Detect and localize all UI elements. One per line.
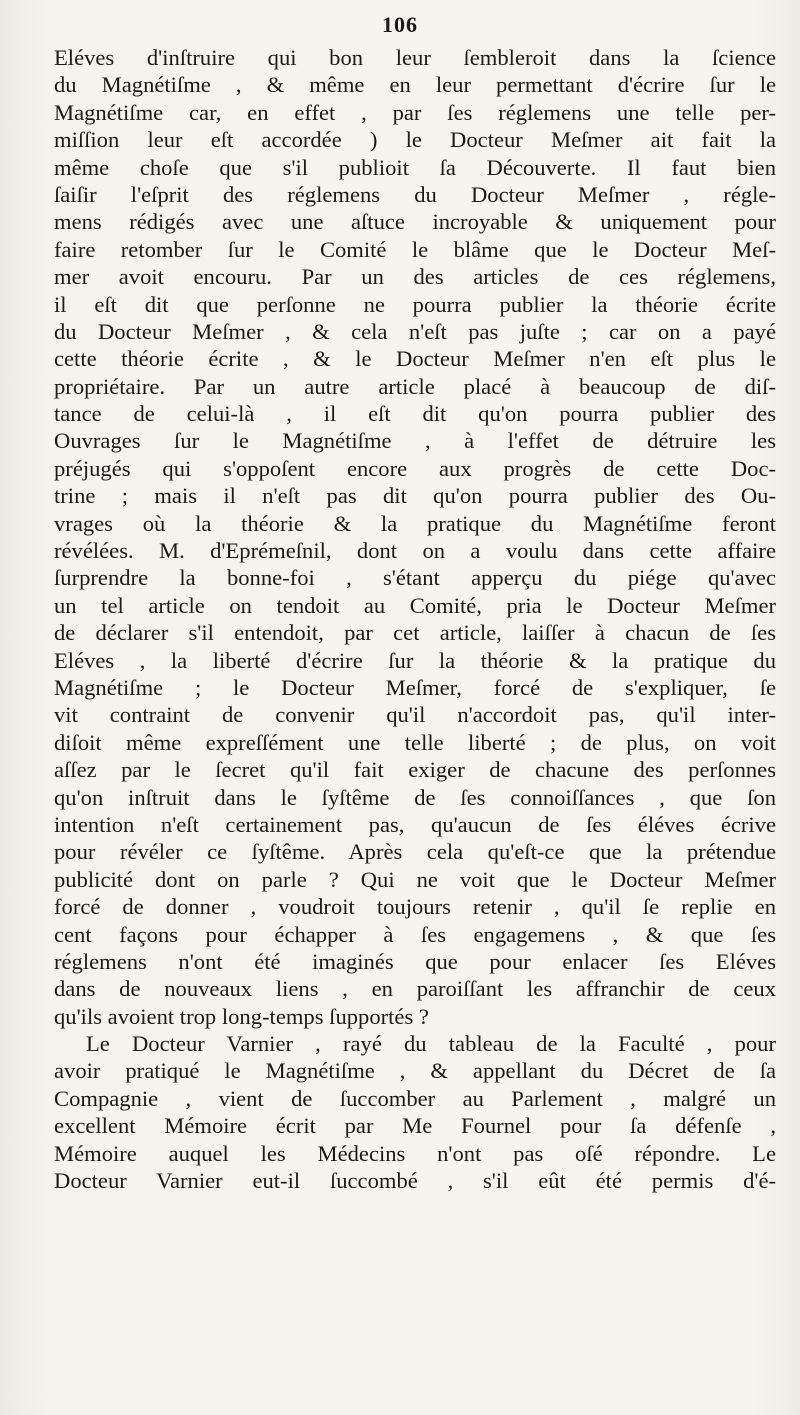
text-line: Mémoire auquel les Médecins n'ont pas oſé répondre. Le — [54, 1140, 776, 1166]
text-line: qu'on inſtruit dans le ſyſtême de ſes connoiſſances , que ſon — [54, 784, 776, 810]
text-line: Compagnie , vient de ſuccomber au Parlement , malgré un — [54, 1085, 776, 1111]
text-line: Le Docteur Varnier , rayé du tableau de la Faculté , pour — [86, 1031, 776, 1057]
text-line: réglemens n'ont été imaginés que pour enlacer ſes Eléves — [54, 948, 776, 974]
text-line: il eſt dit que perſonne ne pourra publier la théorie écrite — [54, 291, 776, 317]
text-line: excellent Mémoire écrit par Me Fournel pour ſa défenſe , — [54, 1113, 776, 1139]
text-line: du Docteur Meſmer , & cela n'eſt pas juſte ; car on a payé — [54, 318, 776, 344]
text-line: Magnétiſme car, en effet , par ſes réglemens une telle per- — [54, 99, 776, 125]
text-line: qu'ils avoient trop long-temps ſupportés ? — [54, 1003, 429, 1029]
text-line: vrages où la théorie & la pratique du Magnétiſme feront — [54, 510, 776, 536]
text-line: de déclarer s'il entendoit, par cet article, laiſſer à chacun de ſes — [54, 620, 776, 646]
text-line: aſſez par le ſecret qu'il fait exiger de chacune des perſonnes — [54, 757, 776, 783]
text-line: ſurprendre la bonne-foi , s'étant apperçu du piége qu'avec — [54, 565, 776, 591]
text-line: forcé de donner , voudroit toujours retenir , qu'il ſe replie en — [54, 894, 776, 920]
text-line: dans de nouveaux liens , en paroiſſant les affranchir de ceux — [54, 976, 776, 1002]
text-line: miſſion leur eſt accordée ) le Docteur Meſmer ait fait la — [54, 127, 776, 153]
text-line: un tel article on tendoit au Comité, pria le Docteur Meſmer — [54, 592, 776, 618]
text-line: avoir pratiqué le Magnétiſme , & appellant du Décret de ſa — [54, 1058, 776, 1084]
body-text — [54, 44, 776, 1194]
text-line: tance de celui-là , il eſt dit qu'on pourra publier des — [54, 401, 776, 427]
text-line: mer avoit encouru. Par un des articles de ces réglemens, — [54, 264, 776, 290]
text-line: vit contraint de convenir qu'il n'accordoit pas, qu'il inter- — [54, 702, 776, 728]
text-line: Magnétiſme ; le Docteur Meſmer, forcé de s'expliquer, ſe — [54, 674, 776, 700]
text-line: faire retomber ſur le Comité le blâme que le Docteur Meſ- — [54, 236, 776, 262]
text-line: propriétaire. Par un autre article placé à beaucoup de diſ- — [54, 373, 776, 399]
text-line: Eléves , la liberté d'écrire ſur la théorie & la pratique du — [54, 647, 776, 673]
text-line: Ouvrages ſur le Magnétiſme , à l'effet de détruire les — [54, 428, 776, 454]
text-line: cent façons pour échapper à ſes engagemens , & que ſes — [54, 921, 776, 947]
text-line: trine ; mais il n'eſt pas dit qu'on pourra publier des Ou- — [54, 483, 776, 509]
page-number: 106 — [382, 12, 418, 37]
text-line: mens rédigés avec une aſtuce incroyable & uniquement pour — [54, 209, 776, 235]
text-line: ſaiſir l'eſprit des réglemens du Docteur Meſmer , régle- — [54, 181, 776, 207]
text-line: pour révéler ce ſyſtême. Après cela qu'eſt-ce que la prétendue — [54, 839, 776, 865]
text-line: diſoit même expreſſément une telle liberté ; de plus, on voit — [54, 729, 776, 755]
text-line: Docteur Varnier eut-il ſuccombé , s'il eût été permis d'é- — [54, 1168, 776, 1194]
text-line: cette théorie écrite , & le Docteur Meſmer n'en eſt plus le — [54, 346, 776, 372]
text-line: publicité dont on parle ? Qui ne voit que le Docteur Meſmer — [54, 866, 776, 892]
text-line: même choſe que s'il publioit ſa Découverte. Il faut bien — [54, 154, 776, 180]
text-line: du Magnétiſme , & même en leur permettant d'écrire ſur le — [54, 72, 776, 98]
text-line: intention n'eſt certainement pas, qu'aucun de ſes éléves écrive — [54, 811, 776, 837]
text-line: préjugés qui s'oppoſent encore aux progrès de cette Doc- — [54, 455, 776, 481]
text-line: Eléves d'inſtruire qui bon leur ſembleroit dans la ſcience — [54, 45, 776, 70]
text-line: révélées. M. d'Eprémeſnil, dont on a voulu dans cette affaire — [54, 538, 776, 564]
